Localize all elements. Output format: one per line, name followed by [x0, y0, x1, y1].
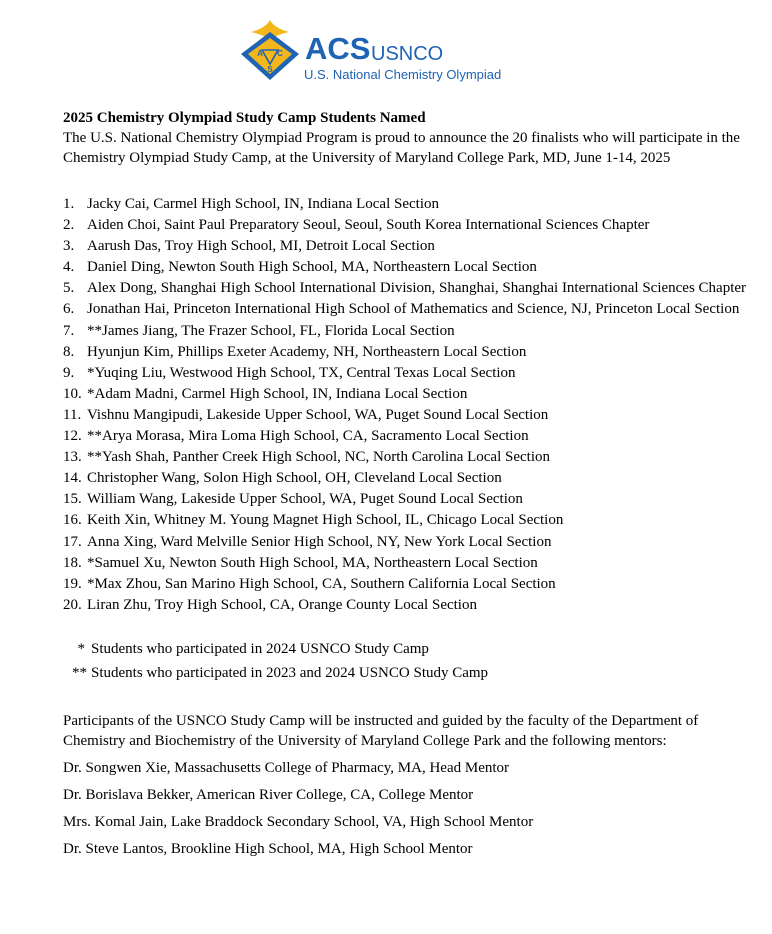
finalist-text: *Max Zhou, San Marino High School, CA, Southern California Local Section — [87, 575, 556, 592]
emblem-letter-s: S — [267, 65, 273, 74]
finalist-text: Jonathan Hai, Princeton International High School of Mathematics and Science, NJ, Princeton Local Section — [87, 301, 740, 318]
finalist-item — [63, 574, 753, 595]
finalist-number: 15. — [63, 491, 82, 508]
finalist-text: *Adam Madni, Carmel High School, IN, Indiana Local Section — [87, 385, 468, 402]
finalist-item — [63, 194, 753, 215]
intro-paragraph: The U.S. National Chemistry Olympiad Program is proud to announce the 20 finalists who will participate in the Chemistry Olympiad Study Camp, at the University of Maryland College Park, MD, June 1-14, 2025 — [63, 130, 740, 166]
finalist-text: Liran Zhu, Troy High School, CA, Orange County Local Section — [87, 596, 477, 613]
announcement — [63, 108, 753, 859]
finalist-number: 13. — [63, 449, 82, 466]
finalist-item — [63, 489, 753, 510]
closing-paragraph: Participants of the USNCO Study Camp will be instructed and guided by the faculty of the Department of Chemistry and Biochemistry of the University of Maryland College Park and the following mentors: — [63, 713, 699, 750]
finalist-number: 3. — [63, 238, 75, 255]
acs-emblem-icon — [237, 18, 303, 82]
finalist-number: 8. — [63, 343, 75, 360]
finalist-text: Daniel Ding, Newton South High School, MA, Northeastern Local Section — [87, 259, 537, 276]
finalist-item — [63, 215, 753, 236]
emblem-letter-c: C — [277, 49, 283, 58]
finalist-number: 11. — [63, 406, 82, 423]
mentor-high-school-1: Mrs. Komal Jain, Lake Braddock Secondary School, VA, High School Mentor — [63, 814, 534, 831]
finalist-text: **Arya Morasa, Mira Loma High School, CA, Sacramento Local Section — [87, 428, 529, 445]
finalist-text: *Samuel Xu, Newton South High School, MA, Northeastern Local Section — [87, 554, 538, 571]
finalist-number: 4. — [63, 259, 75, 276]
finalist-item — [63, 595, 753, 616]
footnote-symbol: ** — [72, 665, 87, 682]
footnote-symbol: * — [77, 641, 85, 658]
finalists-list — [63, 194, 753, 615]
finalist-number: 2. — [63, 217, 75, 234]
finalist-item — [63, 405, 753, 426]
finalist-item — [63, 553, 753, 574]
finalist-number: 6. — [63, 301, 75, 318]
finalist-number: 17. — [63, 533, 82, 550]
emblem-letter-a: A — [257, 49, 263, 58]
finalist-number: 5. — [63, 280, 75, 297]
mentor-high-school-2: Dr. Steve Lantos, Brookline High School, MA, High School Mentor — [63, 841, 473, 858]
finalist-text: Christopher Wang, Solon High School, OH, Cleveland Local Section — [87, 470, 502, 487]
finalist-item — [63, 468, 753, 489]
finalist-text: Hyunjun Kim, Phillips Exeter Academy, NH, Northeastern Local Section — [87, 343, 527, 360]
finalist-number: 16. — [63, 512, 82, 529]
logo-usnco-text: USNCO — [371, 43, 444, 65]
finalist-text: Jacky Cai, Carmel High School, IN, Indiana Local Section — [87, 196, 439, 212]
finalist-text: **Yash Shah, Panther Creek High School, NC, North Carolina Local Section — [87, 449, 551, 466]
finalist-text: William Wang, Lakeside Upper School, WA, Puget Sound Local Section — [87, 491, 523, 508]
acs-usnco-logo — [237, 18, 527, 86]
footnote-text: Students who participated in 2024 USNCO Study Camp — [91, 641, 429, 658]
finalist-text: Anna Xing, Ward Melville Senior High School, NY, New York Local Section — [87, 533, 552, 550]
finalist-number: 7. — [63, 322, 75, 339]
mentor-college: Dr. Borislava Bekker, American River College, CA, College Mentor — [63, 787, 474, 804]
finalist-number: 12. — [63, 428, 82, 445]
logo-subtitle: U.S. National Chemistry Olympiad — [304, 67, 502, 82]
finalist-text: Alex Dong, Shanghai High School International Division, Shanghai, Shanghai International Sciences Chapter — [87, 280, 747, 297]
finalist-item — [63, 299, 753, 320]
finalist-text: **James Jiang, The Frazer School, FL, Florida Local Section — [87, 322, 455, 339]
finalist-item — [63, 278, 753, 299]
finalist-item — [63, 532, 753, 553]
finalist-number: 14. — [63, 470, 82, 487]
finalist-item — [63, 510, 753, 531]
footnote-2024 — [63, 637, 753, 661]
finalist-item — [63, 342, 753, 363]
finalist-number: 20. — [63, 596, 82, 613]
logo-acs-text: ACS — [305, 31, 371, 66]
finalist-item — [63, 257, 753, 278]
finalist-item — [63, 363, 753, 384]
page-title: 2025 Chemistry Olympiad Study Camp Students Named — [63, 110, 426, 126]
finalist-text: *Yuqing Liu, Westwood High School, TX, Central Texas Local Section — [87, 364, 516, 381]
finalist-text: Aarush Das, Troy High School, MI, Detroit Local Section — [87, 238, 435, 255]
finalist-number: 1. — [63, 196, 75, 212]
footnotes — [63, 637, 753, 685]
finalist-item — [63, 426, 753, 447]
finalist-number: 9. — [63, 364, 75, 381]
finalist-text: Aiden Choi, Saint Paul Preparatory Seoul, Seoul, South Korea International Sciences Chapter — [87, 217, 650, 234]
footnote-text: Students who participated in 2023 and 2024 USNCO Study Camp — [91, 665, 489, 682]
finalist-number: 10. — [63, 385, 82, 402]
finalist-item — [63, 447, 753, 468]
mentor-head: Dr. Songwen Xie, Massachusetts College of Pharmacy, MA, Head Mentor — [63, 760, 510, 777]
finalist-text: Keith Xin, Whitney M. Young Magnet High School, IL, Chicago Local Section — [87, 512, 564, 529]
footnote-2023-2024 — [63, 661, 753, 685]
finalist-item — [63, 236, 753, 257]
finalist-number: 18. — [63, 554, 82, 571]
finalist-number: 19. — [63, 575, 82, 592]
finalist-item — [63, 384, 753, 405]
finalist-text: Vishnu Mangipudi, Lakeside Upper School, WA, Puget Sound Local Section — [87, 406, 549, 423]
finalist-item — [63, 321, 753, 342]
